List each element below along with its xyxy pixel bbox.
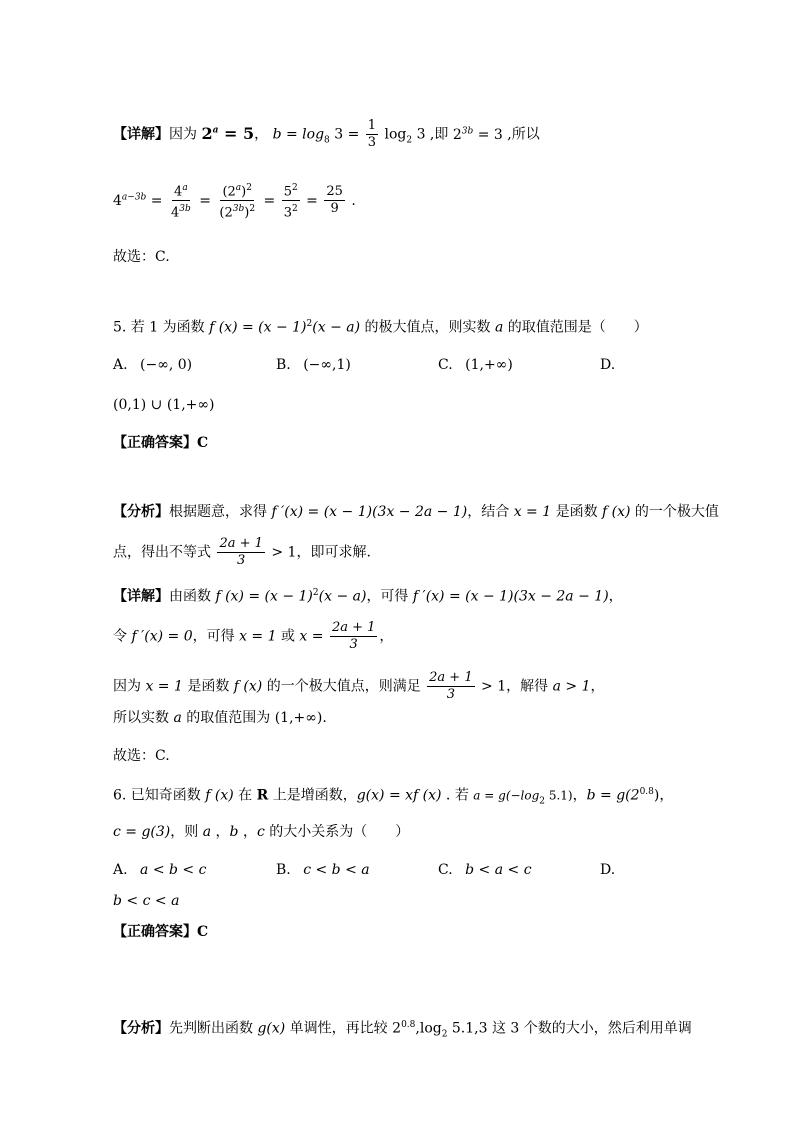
q4-choose: 故选：C. — [113, 249, 170, 265]
math: 3 = — [329, 126, 364, 143]
q5-stem: 5. 若 1 为函数 f $(x) = (x - 1)^2(x - a)$ 的极大值点，则实数 a 的取值范围是（ ） — [113, 319, 648, 336]
q6-stem-line1: 6. 已知奇函数 f (x) 在 R 上是增函数，g(x) = xf (x) . 若 $a = g(-\log_2$ 5.1)，$b = g(2^{0.8})$， — [113, 787, 674, 807]
q6-option-b: B. c < b < a — [276, 862, 370, 878]
text: . — [351, 192, 356, 209]
q6-answer: 【正确答案】C — [113, 924, 209, 940]
q5-detail-line2: 令 f ′(x) = 0，可得 x = 1 或 x = $\frac{2a + 1}{3}$ ， — [113, 620, 394, 652]
math: $2^{3b} = 3$ — [452, 125, 503, 143]
q5-detail-line4: 所以实数 a 的取值范围为 (1,+∞). — [113, 710, 327, 726]
fraction: $\frac{2a + 1}{3}$ — [331, 620, 376, 652]
q5-option-a: A. (−∞, 0) — [113, 357, 193, 373]
fraction: $\frac{25}{9}$ — [326, 184, 343, 217]
math: 3 — [412, 126, 426, 143]
fraction: $\frac{1}{3}$ — [367, 118, 377, 150]
text: ,即 — [425, 126, 449, 143]
q5-choose: 故选：C. — [113, 748, 170, 764]
q4-calc-line: $4^{a-3b}$ = $\frac{4^a}{4^{3b}}$ = $\frac{(2^a)^2}{(2^{3b})^2}$ = $\frac{5^2}{3^2}$ = $\frac{25}{9}$ . — [113, 180, 356, 222]
q6-stem-line2: c = g(3)，则 a ，b ，c 的大小关系为（ ） — [113, 824, 410, 840]
text: ， — [254, 126, 269, 143]
q6-option-d-label: D. — [600, 862, 616, 878]
math: b = log — [272, 126, 325, 143]
math: $2^a = 5$ — [201, 123, 255, 143]
q4-detail-line — [113, 118, 540, 151]
math: $4^{a-3b}$ — [113, 192, 147, 209]
math: 8 — [324, 135, 330, 146]
q5-option-d: (0,1) ∪ (1,+∞) — [113, 397, 215, 413]
q5-option-b: B. (−∞,1) — [276, 357, 351, 373]
fraction: $\frac{2a + 1}{3}$ — [429, 670, 473, 702]
math: 2 — [406, 135, 413, 146]
detail-tag: 【详解】 — [113, 126, 169, 143]
q5-detail-line3: 因为 x = 1 是函数 f (x) 的一个极大值点，则满足 $\frac{2a + 1}{3}$ > 1，解得 a > 1， — [113, 670, 605, 702]
q5-analysis-line1: 【分析】根据题意，求得 f ′(x) = (x − 1)(3x − 2a − 1)，结合 x = 1 是函数 f (x) 的一个极大值 — [113, 504, 719, 520]
q5-analysis-line2: 点，得出不等式 $\frac{2a + 1}{3}$ > 1，即可求解. — [113, 536, 371, 568]
q6-option-a: A. a < b < c — [113, 862, 207, 878]
text: 因为 — [169, 126, 197, 143]
q5-option-c: C. (1,+∞) — [438, 357, 513, 373]
math: log — [384, 126, 407, 143]
fraction: $\frac{(2^a)^2}{(2^{3b})^2}$ — [217, 180, 257, 222]
text: ,所以 — [502, 126, 540, 143]
fraction: $\frac{2a + 1}{3}$ — [219, 536, 263, 568]
q5-answer: 【正确答案】C — [113, 435, 209, 451]
q6-option-d: b < c < a — [113, 893, 180, 909]
q5-detail-line1: 【详解】由函数 f $(x) = (x - 1)^2(x - a)$，可得 f ′(x) = (x − 1)(3x − 2a − 1)， — [113, 588, 623, 605]
fraction: $\frac{4^a}{4^{3b}}$ — [169, 180, 193, 222]
fraction: $\frac{5^2}{3^2}$ — [282, 180, 300, 222]
q6-option-c: C. b < a < c — [438, 862, 532, 878]
q5-option-d-label: D. — [600, 357, 616, 373]
q6-analysis-line1: 【分析】先判断出函数 g(x) 单调性，再比较 $2^{0.8},\log_2$ 5.1,3 这 3 个数的大小，然后利用单调 — [113, 1020, 692, 1040]
